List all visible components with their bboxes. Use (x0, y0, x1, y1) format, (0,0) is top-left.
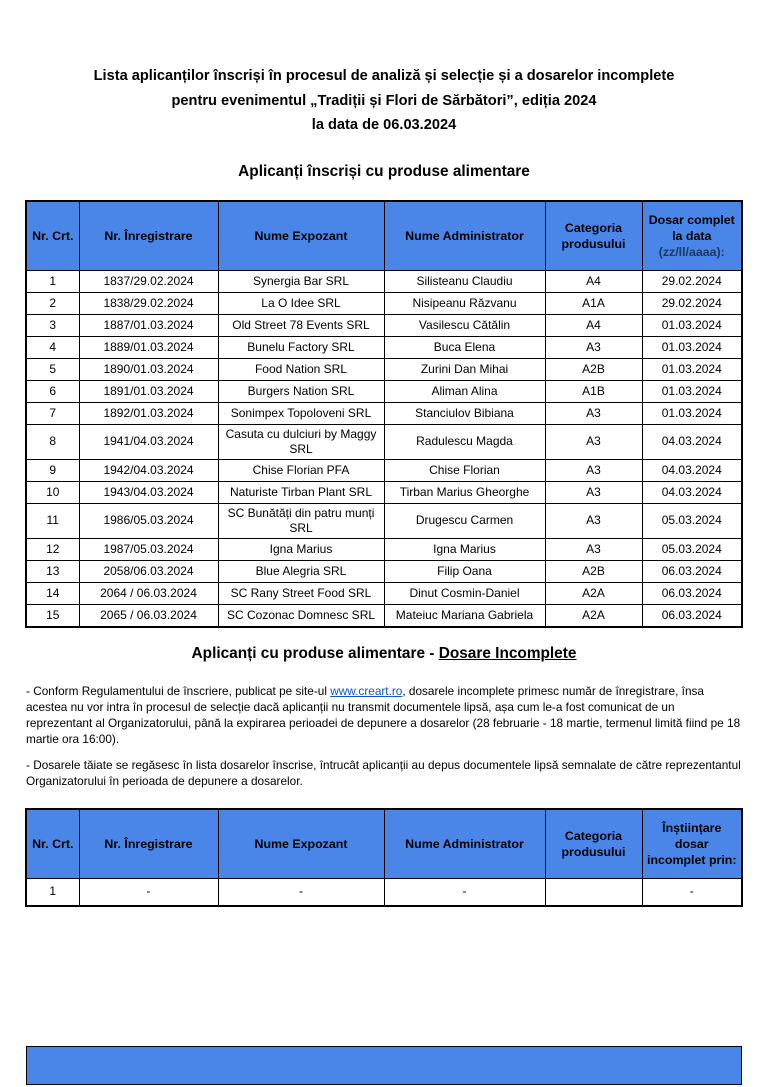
table-cell: 1986/05.03.2024 (79, 503, 218, 538)
table-cell: La O Idee SRL (218, 292, 384, 314)
table-header-row (26, 809, 742, 879)
table-cell: A2A (545, 604, 642, 627)
column-header-nr-crt: Nr. Crt. (26, 201, 79, 271)
table-cell: Nisipeanu Răzvanu (384, 292, 545, 314)
table-cell: Aliman Alina (384, 380, 545, 402)
table-cell: 8 (26, 424, 79, 459)
table-row (26, 538, 742, 560)
table-cell: 29.02.2024 (642, 270, 742, 292)
table-row (26, 459, 742, 481)
table-cell: 12 (26, 538, 79, 560)
section-heading-food-applicants: Aplicanți înscriși cu produse alimentare (238, 162, 530, 180)
applicants-table-header (26, 201, 742, 271)
table-row (26, 424, 742, 459)
column-header-nume-administrator: Nume Administrator (384, 809, 545, 879)
table-cell: Mateiuc Mariana Gabriela (384, 604, 545, 627)
table-cell: A3 (545, 424, 642, 459)
table-cell: 04.03.2024 (642, 459, 742, 481)
table-cell: Chise Florian (384, 459, 545, 481)
table-cell: 01.03.2024 (642, 380, 742, 402)
table-cell: A4 (545, 270, 642, 292)
table-row (26, 604, 742, 627)
table-cell: 01.03.2024 (642, 358, 742, 380)
column-header-categoria: Categoria produsului (545, 201, 642, 271)
table-cell: - (642, 878, 742, 906)
table-cell: 2064 / 06.03.2024 (79, 582, 218, 604)
table-cell: 1987/05.03.2024 (79, 538, 218, 560)
table-cell: 1 (26, 878, 79, 906)
table-cell: A4 (545, 314, 642, 336)
table-cell: 1943/04.03.2024 (79, 481, 218, 503)
applicants-table-body (26, 270, 742, 627)
table-cell: Bunelu Factory SRL (218, 336, 384, 358)
column-header-dosar-complet (642, 201, 742, 271)
table-cell: Filip Oana (384, 560, 545, 582)
table-row (26, 582, 742, 604)
table-cell: A3 (545, 402, 642, 424)
table-cell: Chise Florian PFA (218, 459, 384, 481)
table-cell: Sonimpex Topoloveni SRL (218, 402, 384, 424)
table-cell: 15 (26, 604, 79, 627)
table-cell: 11 (26, 503, 79, 538)
table-cell: 13 (26, 560, 79, 582)
table-cell: 14 (26, 582, 79, 604)
table-cell: A2B (545, 358, 642, 380)
table-cell: Zurini Dan Mihai (384, 358, 545, 380)
table-cell: 1942/04.03.2024 (79, 459, 218, 481)
title-line-3: la data de 06.03.2024 (311, 117, 457, 133)
table-cell: Food Nation SRL (218, 358, 384, 380)
incomplete-table-header (26, 809, 742, 879)
table-cell: 1837/29.02.2024 (79, 270, 218, 292)
column-header-nr-inregistrare: Nr. Înregistrare (79, 201, 218, 271)
table-row (26, 336, 742, 358)
incomplete-files-table (25, 808, 743, 907)
table-cell: A3 (545, 336, 642, 358)
table-cell: Tirban Marius Gheorghe (384, 481, 545, 503)
table-cell: A3 (545, 459, 642, 481)
table-cell: 05.03.2024 (642, 503, 742, 538)
table-cell: - (79, 878, 218, 906)
table-cell: Drugescu Carmen (384, 503, 545, 538)
table-row (26, 560, 742, 582)
table-row (26, 878, 742, 906)
note1-text-before-link: - Conform Regulamentului de înscriere, publicat pe site-ul (26, 683, 331, 698)
table-cell: 7 (26, 402, 79, 424)
table-cell: 2 (26, 292, 79, 314)
table-cell: 1941/04.03.2024 (79, 424, 218, 459)
column-header-nume-expozant: Nume Expozant (218, 201, 384, 271)
table-cell (545, 878, 642, 906)
table-cell: 06.03.2024 (642, 560, 742, 582)
section-heading-incomplete-underline: Dosare Incomplete (438, 644, 577, 662)
table-cell: 04.03.2024 (642, 424, 742, 459)
column-header-nr-crt: Nr. Crt. (26, 809, 79, 879)
partial-table-header-band (26, 1046, 742, 1085)
table-cell: Vasilescu Cătălin (384, 314, 545, 336)
table-cell: 06.03.2024 (642, 604, 742, 627)
table-cell: SC Cozonac Domnesc SRL (218, 604, 384, 627)
table-row (26, 314, 742, 336)
table-cell: A2B (545, 560, 642, 582)
dosar-complet-label: Dosar complet la data (648, 212, 735, 243)
table-cell: 29.02.2024 (642, 292, 742, 314)
table-row (26, 380, 742, 402)
table-row (26, 358, 742, 380)
incomplete-table-body (26, 878, 742, 906)
table-cell: 05.03.2024 (642, 538, 742, 560)
table-cell: 4 (26, 336, 79, 358)
note-incomplete-rules (26, 683, 742, 747)
table-cell: 1887/01.03.2024 (79, 314, 218, 336)
note-crossed-files: - Dosarele tăiate se regăsesc în lista dosarelor înscrise, întrucât aplicanții au depus documentele lipsă semnalate de către reprezentantul Organizatorului în perioada de depunere a dosarelor. (26, 757, 741, 788)
table-cell: Blue Alegria SRL (218, 560, 384, 582)
table-cell: 01.03.2024 (642, 336, 742, 358)
table-cell: A2A (545, 582, 642, 604)
table-cell: 1889/01.03.2024 (79, 336, 218, 358)
note1-text-after-link: , dosarele incomplete primesc număr de înregistrare, însa acestea nu vor intra în procesul de selecție dacă aplicanții nu transmit documentele lipsă, așa cum le-a fost comunicat de un reprezentant al Organizatorului, până la expirarea perioadei de depunere a dosarelor (28 februarie - 18 martie, termenul limită fiind pe 18 martie ora 16:00). (26, 683, 741, 746)
table-cell: 5 (26, 358, 79, 380)
table-cell: Synergia Bar SRL (218, 270, 384, 292)
table-cell: SC Rany Street Food SRL (218, 582, 384, 604)
document-title (0, 64, 768, 138)
table-cell: A3 (545, 481, 642, 503)
column-header-nr-inregistrare: Nr. Înregistrare (79, 809, 218, 879)
table-row (26, 503, 742, 538)
table-header-row (26, 201, 742, 271)
table-cell: Burgers Nation SRL (218, 380, 384, 402)
table-cell: 9 (26, 459, 79, 481)
section-heading-incomplete (0, 645, 768, 663)
table-cell: - (384, 878, 545, 906)
applicants-table (25, 200, 743, 628)
table-row (26, 402, 742, 424)
column-header-nume-expozant: Nume Expozant (218, 809, 384, 879)
table-cell: 10 (26, 481, 79, 503)
table-cell: A3 (545, 538, 642, 560)
table-cell: Buca Elena (384, 336, 545, 358)
table-cell: 01.03.2024 (642, 314, 742, 336)
table-cell: Naturiste Tirban Plant SRL (218, 481, 384, 503)
section-heading-incomplete-prefix: Aplicanți cu produse alimentare - (191, 644, 439, 662)
date-format-hint: (zz/ll/aaaa): (658, 244, 725, 259)
table-cell: 1890/01.03.2024 (79, 358, 218, 380)
column-header-nume-administrator: Nume Administrator (384, 201, 545, 271)
title-line-2: pentru evenimentul „Tradiții și Flori de Sărbători”, ediția 2024 (171, 92, 597, 109)
table-cell: A3 (545, 503, 642, 538)
table-cell: Dinut Cosmin-Daniel (384, 582, 545, 604)
table-cell: Stanciulov Bibiana (384, 402, 545, 424)
table-row (26, 292, 742, 314)
table-cell: A1A (545, 292, 642, 314)
table-cell: Igna Marius (384, 538, 545, 560)
table-cell: SC Bunătăți din patru munți SRL (218, 503, 384, 538)
table-cell: 06.03.2024 (642, 582, 742, 604)
table-cell: Old Street 78 Events SRL (218, 314, 384, 336)
table-cell: A1B (545, 380, 642, 402)
table-cell: - (218, 878, 384, 906)
table-cell: Silisteanu Claudiu (384, 270, 545, 292)
table-cell: Radulescu Magda (384, 424, 545, 459)
column-header-instiintare: Înștiințare dosar incomplet prin: (642, 809, 742, 879)
table-cell: 1 (26, 270, 79, 292)
creart-website-link[interactable]: www.creart.ro (330, 683, 403, 698)
table-cell: 3 (26, 314, 79, 336)
table-cell: 6 (26, 380, 79, 402)
table-row (26, 270, 742, 292)
table-cell: 04.03.2024 (642, 481, 742, 503)
table-cell: 1892/01.03.2024 (79, 402, 218, 424)
column-header-categoria: Categoria produsului (545, 809, 642, 879)
table-cell: Casuta cu dulciuri by Maggy SRL (218, 424, 384, 459)
table-cell: Igna Marius (218, 538, 384, 560)
table-cell: 1891/01.03.2024 (79, 380, 218, 402)
table-cell: 1838/29.02.2024 (79, 292, 218, 314)
table-cell: 01.03.2024 (642, 402, 742, 424)
table-cell: 2058/06.03.2024 (79, 560, 218, 582)
title-line-1: Lista aplicanților înscriși în procesul de analiză și selecție și a dosarelor incomplete (93, 68, 675, 84)
table-cell: 2065 / 06.03.2024 (79, 604, 218, 627)
table-row (26, 481, 742, 503)
